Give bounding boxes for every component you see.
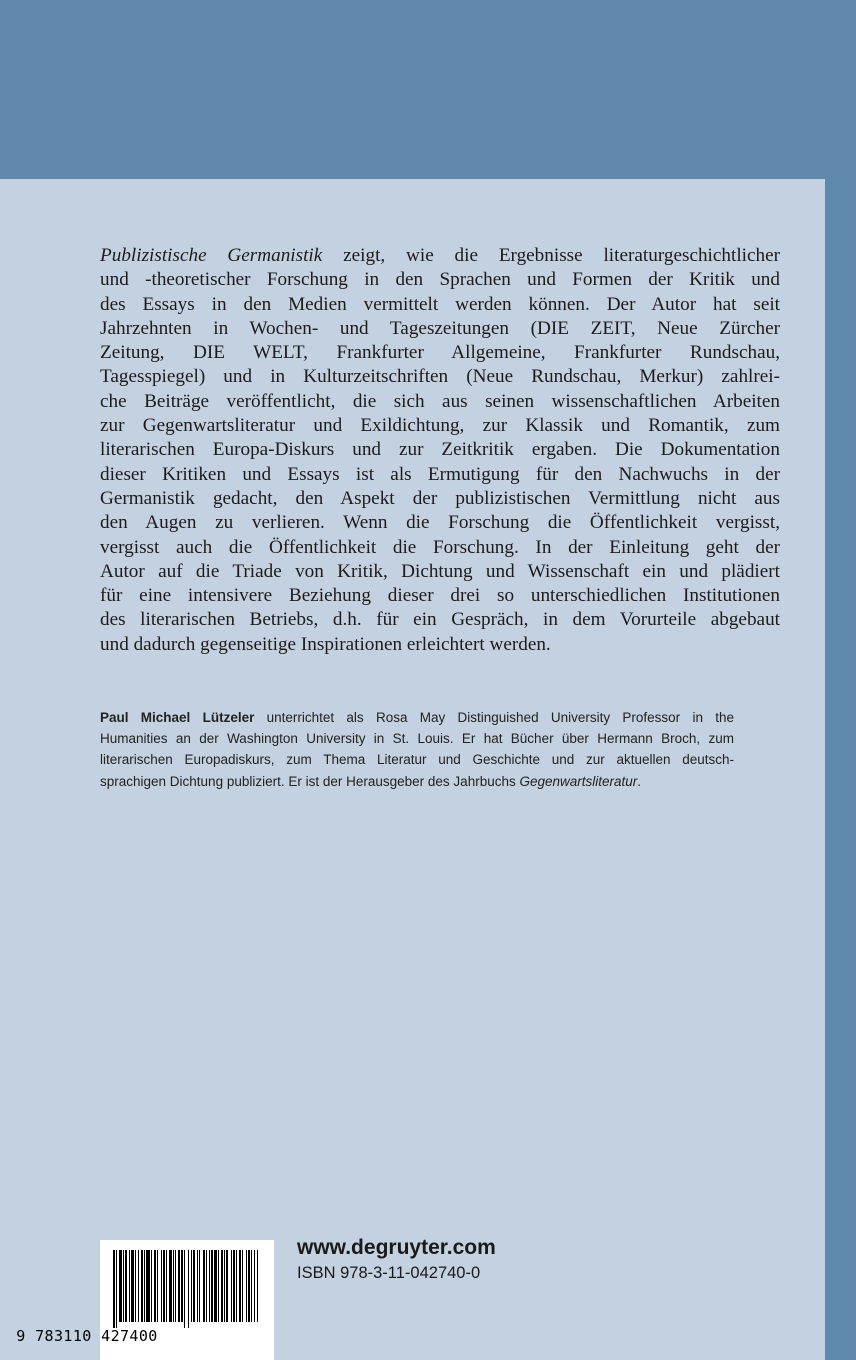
blurb-line: und dadurch gegenseitige Inspirationen erleichtert werden. [100,633,551,655]
barcode-bar [199,1250,200,1322]
barcode-bar [125,1250,127,1322]
barcode-digits: 9 783110 427400 [16,1327,158,1345]
blurb-line: und -theoretischer Forschung in den Sprachen und Formen der Kritik und [100,269,780,291]
barcode-bar [178,1250,180,1322]
barcode-bar [218,1250,219,1322]
barcode-bar [169,1250,172,1322]
bio-line: literarischen Europadiskurs, zum Thema Literatur und Geschichte und zur aktuellen deutsch- [100,752,734,768]
barcode-bar [144,1250,145,1322]
barcode-bar [233,1250,235,1322]
isbn-number: ISBN 978-3-11-042740-0 [297,1264,481,1282]
blurb-line: Autor auf die Triade von Kritik, Dichtung und Wissenschaft ein und plädiert [100,560,780,582]
barcode-bar [184,1250,185,1328]
barcode-bar [161,1250,162,1322]
barcode-bar [248,1250,250,1322]
barcode-bar [236,1250,237,1322]
blurb-line: des literarischen Betriebs, d.h. für ein Gespräch, in dem Vorurteile abgebaut [100,609,780,631]
barcode-bar [257,1250,258,1322]
blurb-line: Jahrzehnten in Wochen- und Tageszeitungen (DIE ZEIT, Neue Zürcher [100,317,780,339]
barcode-bar [214,1250,217,1322]
barcode-bar [123,1250,124,1322]
barcode-bar [226,1250,228,1322]
barcode-bar [181,1250,183,1322]
barcode-bar [193,1250,195,1322]
barcode-bar [116,1250,117,1328]
blurb-line: für eine intensivere Beziehung dieser drei so unterschiedlichen Institutionen [100,585,780,607]
blurb-line: Germanistik gedacht, den Aspekt der publizistischen Vermittlung nicht aus [100,487,780,509]
barcode-bar [173,1250,174,1322]
book-title: Publizistische Germanistik [100,245,323,266]
barcode-bar [154,1250,156,1322]
barcode-bar [131,1250,134,1322]
yearbook-title: Gegenwartsliteratur [519,773,638,789]
bio-line: Humanities an der Washington University in St. Louis. Er hat Bücher über Hermann Broch, zum [100,731,734,747]
barcode-bar [175,1250,176,1322]
barcode-bar [211,1250,213,1322]
blurb-line: den Augen zu verlieren. Wenn die Forschung die Öffentlichkeit vergisst, [100,512,780,534]
blurb-line: Publizistische Germanistik zeigt, wie die Ergebnisse literaturgeschichtlicher [100,245,780,266]
barcode-bar [119,1250,122,1322]
barcode-bar [197,1250,198,1322]
bio-line: sprachigen Dichtung publiziert. Er ist der Herausgeber des Jahrbuchs Gegenwartsliteratur. [100,773,642,789]
blurb-line: vergisst auch die Öffentlichkeit die Forschung. In der Einleitung geht der [100,536,780,558]
author-name: Paul Michael Lützeler [100,710,255,725]
barcode-bar [221,1250,223,1322]
barcode-bar [203,1250,205,1322]
barcode-bar [138,1250,139,1322]
barcode-bar [242,1250,243,1322]
barcode-bar [151,1250,152,1322]
blurb-line: che Beiträge veröffentlicht, die sich aus seinen wissenschaftlichen Arbeiten [100,390,780,412]
barcode-bar [254,1250,255,1322]
barcode-bar [231,1250,232,1322]
barcode-bar [206,1250,207,1322]
blurb-line: dieser Kritiken und Essays ist als Ermutigung für den Nachwuchs in der [100,463,780,485]
barcode-bar [166,1250,167,1322]
author-bio [100,707,734,792]
barcode-bar [191,1250,192,1322]
barcode-bar [146,1250,150,1322]
barcode-bar [251,1250,252,1322]
barcode-bar [239,1250,241,1322]
publisher-url: www.degruyter.com [297,1236,496,1259]
bio-line: Paul Michael Lützeler unterrichtet als Rosa May Distinguished University Professor in the [100,710,734,725]
blurb-text [100,244,780,657]
blurb-line: Zeitung, DIE WELT, Frankfurter Allgemeine, Frankfurter Rundschau, [100,342,780,364]
barcode-bar [129,1250,130,1322]
blurb-line: literarischen Europa-Diskurs und zur Zeitkritik ergaben. Die Dokumentation [100,439,780,461]
blurb-line: des Essays in den Medien vermittelt werden können. Der Autor hat seit [100,293,780,315]
barcode-bar [141,1250,143,1322]
blurb-line: Tagesspiegel) und in Kulturzeitschriften (Neue Rundschau, Merkur) zahlrei- [100,366,780,388]
barcode-bar [113,1250,115,1328]
barcode-bar [224,1250,225,1322]
blurb-line: zur Gegenwartsliteratur und Exildichtung, zur Klassik und Romantik, zum [100,415,780,437]
barcode-bar [209,1250,210,1322]
barcode-bar [163,1250,165,1322]
barcode-bar [135,1250,136,1322]
barcode-bar [157,1250,158,1322]
barcode-bar [188,1250,189,1328]
barcode-bar [246,1250,247,1322]
